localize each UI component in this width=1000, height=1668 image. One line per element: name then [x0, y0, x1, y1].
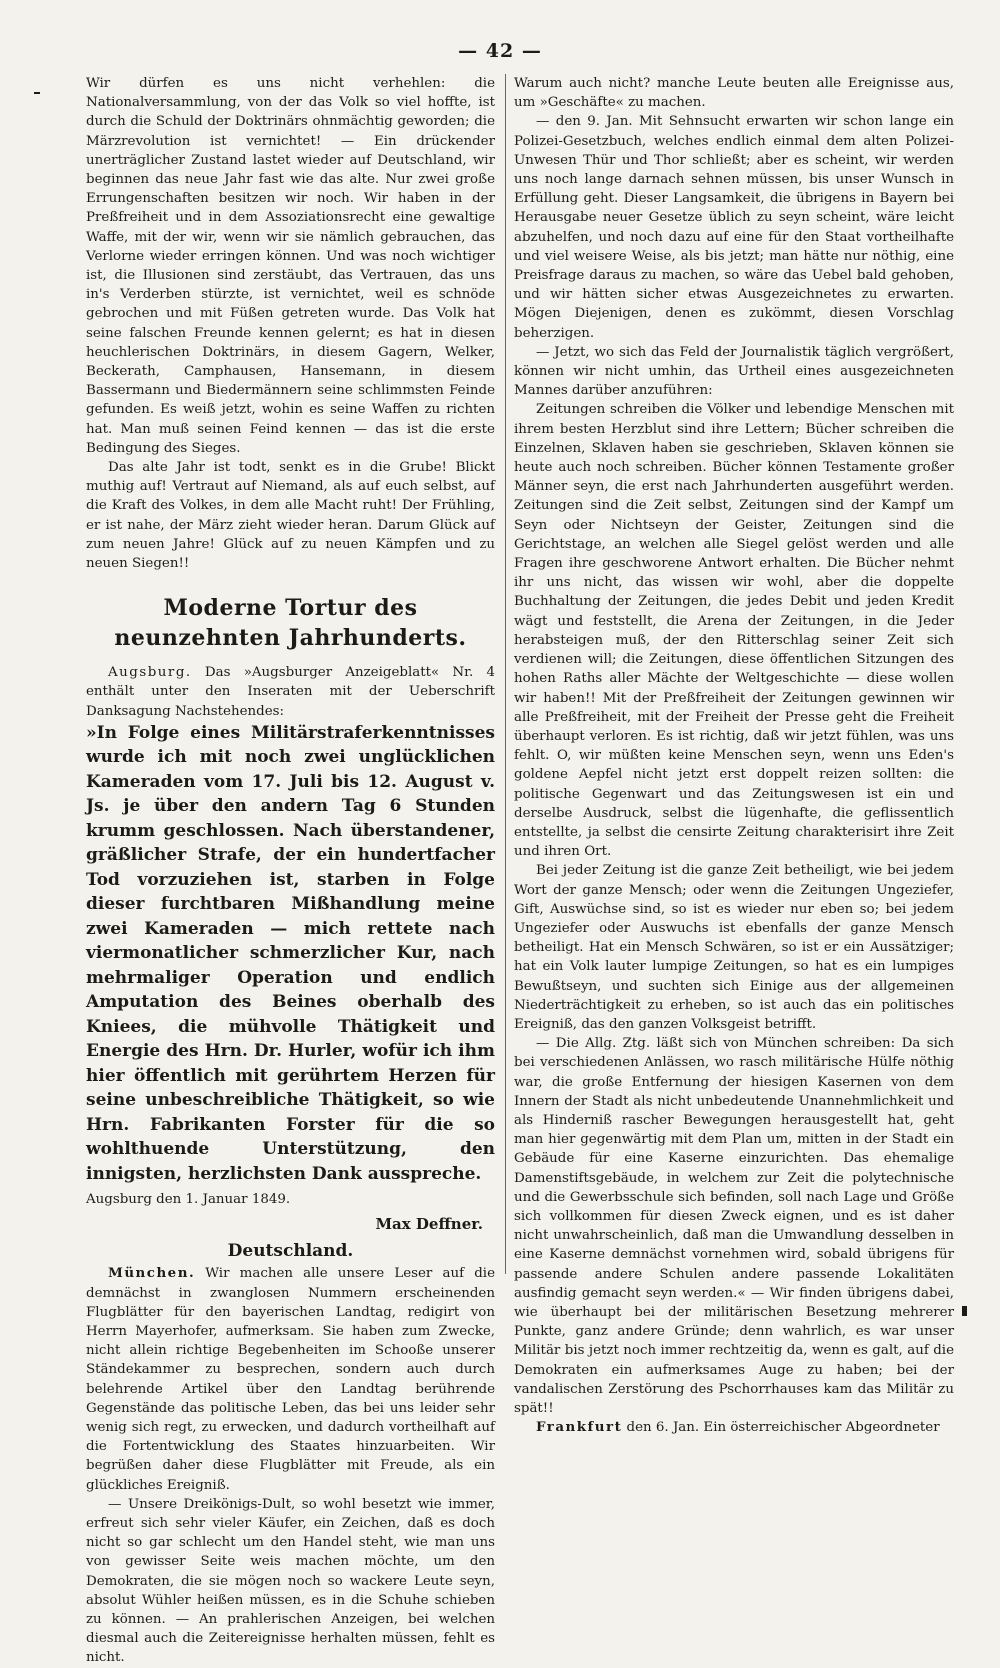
- place-name: Augsburg.: [108, 665, 192, 681]
- article-paragraph: — den 9. Jan. Mit Sehnsucht erwarten wir schon lange ein Polizei-Gesetzbuch, welches endlich einmal dem alten Polizei-Unwesen Thür und Thor schließt; aber es scheint, wir werden uns noch lange darnach sehnen müssen, bis unser Wunsch in Erfüllung geht. Dieser Langsamkeit, die übrigens in Bayern bei Herausgabe neuer Gesetze üblich zu seyn scheint, wäre leicht abzuhelfen, und noch dazu auf eine für den Staat vortheilhafte und viel weisere Weise, als bis jetzt; man hätte nur nöthig, eine Preisfrage daraus zu machen, so wäre das Uebel bald gehoben, und wir hätten sicher etwas Ausgezeichnetes zu erwarten. Mögen Diejenigen, denen es zukömmt, diesen Vorschlag beherzigen.: [514, 114, 954, 341]
- signature: Max Deffner.: [375, 1215, 483, 1234]
- article-paragraph: Bei jeder Zeitung ist die ganze Zeit betheiligt, wie bei jedem Wort der ganze Mensch; oder wenn die Zeitungen Ungeziefer, Gift, Auswüchse sind, so ist es wieder nur eben so; bei jedem Ungeziefer oder Auswuchs ist ebenfalls der ganze Mensch betheiligt. Hat ein Mensch Schwären, so ist er ein Aussätziger; hat ein Volk lauter lumpige Zeitungen, so hat es ein lumpiges Bewußtseyn, und suchten sich Einige aus der allgemeinen Niederträchtigkeit zu erheben, so ist auch das ein politisches Ereigniß, das den ganzen Volksgeist betrifft.: [514, 863, 954, 1032]
- article-paragraph: Warum auch nicht? manche Leute beuten alle Ereignisse aus, um »Geschäfte« zu machen.: [514, 76, 954, 111]
- article-heading-torture: Moderne Tortur des neunzehnten Jahrhunderts.: [114, 595, 467, 652]
- left-column: [86, 74, 495, 1668]
- article-paragraph: — Die Allg. Ztg. läßt sich von München schreiben: Da sich bei verschiedenen Anlässen, wo rasch militärische Hülfe nöthig war, die große Entfernung der hiesigen Kasernen von dem Innern der Stadt als nicht unbedeutende Unannehmlichkeit und als Hinderniß rascher Bewegungen herausgestellt hat, geht man hier gegenwärtig mit dem Plan um, mitten in der Stadt ein Gebäude für eine Kaserne einzurichten. Das ehemalige Damenstiftsgebäude, in welchem zur Zeit die polytechnische und die Gewerbsschule sich befinden, soll nach Lage und Größe sich vollkommen für diesen Zweck eignen, und es ist daher nicht unwahrscheinlich, daß man die Umwandlung desselben in eine Kaserne demnächst vornehmen wird, sobald übrigens für passende andere Schulen andere passende Lokalitäten ausfindig gemacht seyn werden.« — Wir finden übrigens dabei, wie überhaupt bei der militärischen Besetzung mehrerer Punkte, ganz andere Gründe; denn wahrlich, es war unser Militär bis jetzt noch immer rechtzeitig da, wenn es galt, auf die Demokraten ein aufmerksames Auge zu haben; bei der vandalischen Zerstörung des Pschorrhauses kam das Militär zu spät!!: [514, 1036, 954, 1417]
- place-name: Frankfurt: [536, 1419, 623, 1436]
- signature-block-2: [86, 1214, 495, 1234]
- augsburg-paragraph: [86, 663, 495, 721]
- right-column: [514, 74, 954, 1437]
- margin-mark: [34, 92, 40, 94]
- munich-paragraph: [86, 1264, 495, 1494]
- augsburg-intro: Das »Augsburger Anzeigeblatt« Nr. 4 enthält unter den Inseraten mit der Ueberschrift Danksagung Nachstehendes:: [86, 665, 496, 719]
- thanksgiving-notice: »In Folge eines Militärstraferkenntnisses wurde ich mit noch zwei unglücklichen Kameraden vom 17. Juli bis 12. August v. Js. je über den andern Tag 6 Stunden krumm geschlossen. Nach überstandener, gräßlicher Strafe, der ein hundertfacher Tod vorzuziehen ist, starben in Folge dieser furchtbaren Mißhandlung meine zwei Kameraden — mich rettete nach viermonatlicher schmerzlicher Kur, nach mehrmaliger Operation und endlich Amputation des Beines oberhalb des Kniees, die mühvolle Thätigkeit und Energie des Hrn. Dr. Hurler, wofür ich ihm hier öffentlich mit gerührtem Herzen für seine unbeschreibliche Thätigkeit, so wie Hrn. Fabrikanten Forster für die so wohlthuende Unterstützung, den innigsten, herzlichsten Dank ausspreche.: [86, 722, 495, 1184]
- column-divider: [505, 74, 506, 1274]
- frankfurt-text: den 6. Jan. Ein österreichischer Abgeordneter: [626, 1420, 940, 1436]
- page-number: — 42 —: [458, 40, 542, 62]
- article-paragraph: Zeitungen schreiben die Völker und lebendige Menschen mit ihrem besten Herzblut sind ihre Lettern; Bücher schreiben die Einzelnen, Sklaven haben sie geschrieben, Sklaven können sie heute auch noch schreiben. Bücher können Testamente großer Männer seyn, die erst nach Jahrhunderten ausgeführt werden. Zeitungen sind die Zeit selbst, Zeitungen sind der Kampf um Seyn oder Nichtseyn der Geister, Zeitungen sind die Gerichtstage, an welchen alle Siegel gelöst werden und alle Fragen ihre geschworene Antwort erhalten. Die Bücher nehmt ihr uns nicht, das wissen wir wohl, aber die doppelte Buchhaltung der Zeitungen, die jedes Debit und jeden Kredit wägt und feststellt, die Arena der Zeitungen, in die Jeder herabsteigen muß, der den Ritterschlag seiner Zeit sich verdienen will; die Zeitungen, diese öffentlichen Sitzungen des hohen Raths aller Mächte der Weltgeschichte — diese wollen wir haben!! Mit der Preßfreiheit der Zeitungen gewinnen wir alle Preßfreiheit, mit der Freiheit der Presse geht die Freiheit überhaupt verloren. Es ist richtig, daß wir jetzt fühlen, was uns fehlt. O, wir müßten keine Menschen seyn, wenn uns Eden's goldene Aepfel nicht jetzt erst doppelt reizen sollten: die politische Gegenwart und das Zeitungswesen ist ein und derselbe Ausdruck, selbst die lügenhafte, die geflissentlich entstellte, ja selbst die censirte Zeitung charakterisirt ihre Zeit und ihren Ort.: [514, 402, 954, 860]
- signature-block: [86, 1190, 495, 1210]
- dult-paragraph: — Unsere Dreikönigs-Dult, so wohl besetzt wie immer, erfreut sich sehr vieler Käufer, ein Zeichen, daß es doch nicht so gar schlecht um den Handel steht, wie man uns von gewisser Seite weis machen möchte, um den Demokraten, die sie mögen noch so wackere Leute seyn, absolut Wühler heißen müssen, es in die Schuhe schieben zu können. — An prahlerischen Anzeigen, bei welchen diesmal auch die Zeitereignisse herhalten müssen, fehlt es nicht.: [86, 1496, 495, 1666]
- article-paragraph: Wir dürfen es uns nicht verhehlen: die Nationalversammlung, von der das Volk so viel hoffte, ist durch die Schuld der Doktrinärs ohnmächtig geworden; die Märzrevolution ist vernichtet! — Ein drückender unerträglicher Zustand lastet wieder auf Deutschland, wir beginnen das neue Jahr fast wie das alte. Nur zwei große Errungenschaften besitzen wir noch. Wir haben in der Preßfreiheit und in dem Assoziationsrecht eine gewaltige Waffe, mit der wir, wenn wir sie nämlich gebrauchen, das Verlorne wieder erringen können. Und was noch wichtiger ist, die Illusionen sind zerstäubt, das Vertrauen, das uns in's Verderben stürzte, ist vernichtet, weil es schnöde gebrochen und mit Füßen getreten wurde. Das Volk hat seine falschen Freunde kennen gelernt; es hat in diesen heuchlerischen Doktrinärs, in diesem Gagern, Welker, Beckerath, Camphausen, Hansemann, in diesem Bassermann und Biedermännern seine schlimmsten Feinde gefunden. Es weiß jetzt, wohin es seine Waffen zu richten hat. Man muß seinen Feind kennen — das ist die erste Bedingung des Sieges.: [86, 76, 495, 456]
- dateline: Augsburg den 1. Januar 1849.: [86, 1192, 291, 1208]
- section-heading-deutschland: Deutschland.: [227, 1241, 354, 1262]
- place-name: München.: [108, 1265, 196, 1282]
- frankfurt-paragraph: [514, 1418, 954, 1437]
- munich-text: Wir machen alle unsere Leser auf die demnächst in zwanglosen Nummern erscheinenden Flugblätter für den bayerischen Landtag, redigirt von Herrn Mayerhofer, aufmerksam. Sie haben zum Zwecke, nicht allein richtige Begebenheiten im Schooße unserer Ständekammer zu besprechen, sondern auch durch belehrende Artikel über den Landtag berührende Gegenstände das politische Leben, das bei uns leider sehr wenig sich regt, zu erwecken, und dadurch vortheilhaft auf die Fortentwicklung des Staates hinzuarbeiten. Wir begrüßen daher diese Flugblätter mit Freude, als ein glückliches Ereigniß.: [86, 1266, 495, 1493]
- article-paragraph: — Jetzt, wo sich das Feld der Journalistik täglich vergrößert, können wir nicht umhin, das Urtheil eines ausgezeichneten Mannes darüber anzuführen:: [514, 344, 954, 399]
- article-paragraph: Das alte Jahr ist todt, senkt es in die Grube! Blickt muthig auf! Vertraut auf Niemand, als auf euch selbst, auf die Kraft des Volkes, in dem alle Macht ruht! Der Frühling, er ist nahe, der März zieht wieder heran. Darum Glück auf zum neuen Jahre! Glück auf zu neuen Kämpfen und zu neuen Siegen!!: [86, 460, 495, 572]
- margin-mark: [962, 1306, 967, 1316]
